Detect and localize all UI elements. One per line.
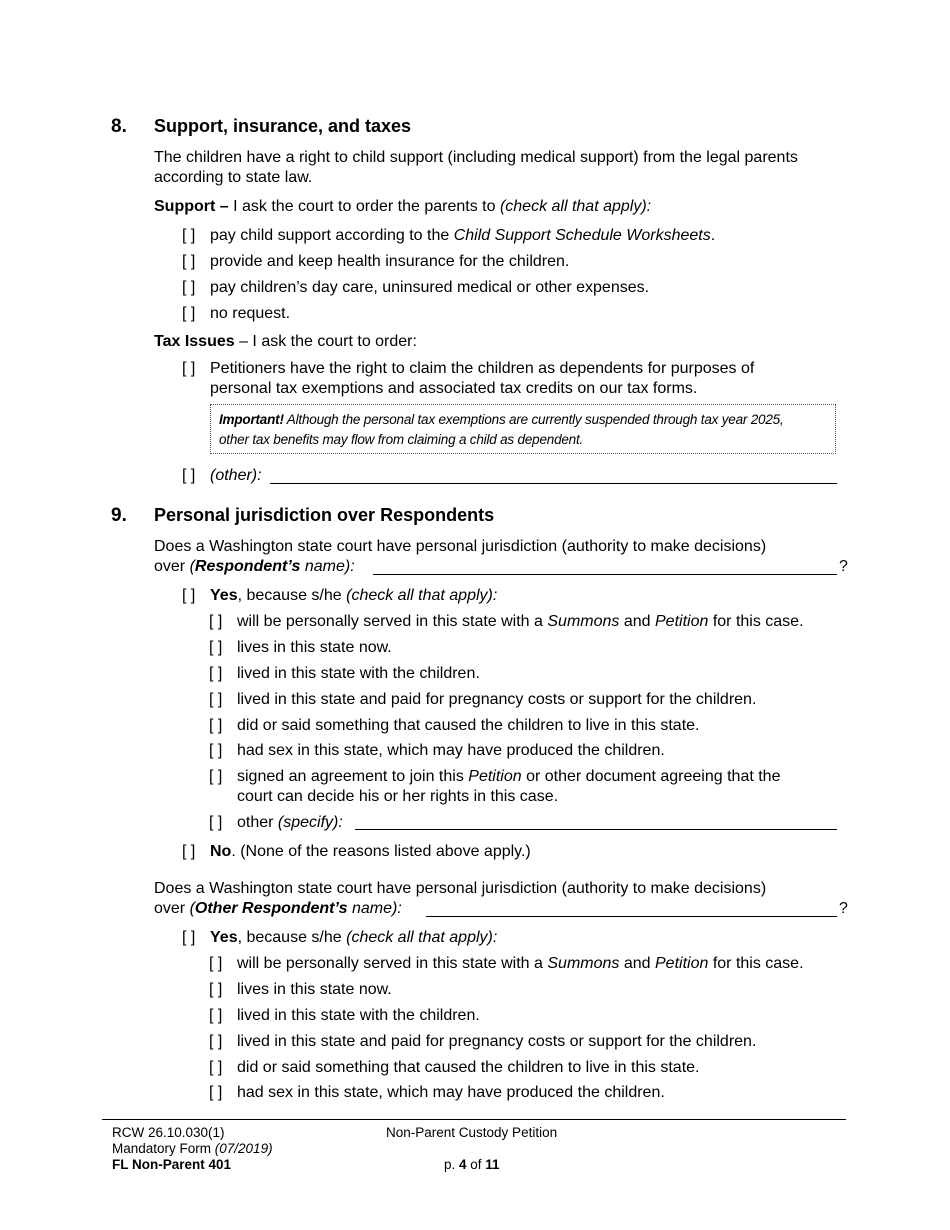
checkbox-q2-lived-with[interactable]: [ ] (209, 1007, 223, 1024)
q2-line2 (154, 899, 402, 919)
q1-paren: ( (189, 558, 195, 575)
q1-served-text: will be personally served in this state with a (237, 613, 548, 630)
q2-reason-caused: did or said something that caused the children to live in this state. (237, 1059, 700, 1076)
option-claim-dependents-line2: personal tax exemptions and associated tax credits on our tax forms. (210, 380, 698, 397)
q1-petition: Petition (655, 613, 709, 630)
q2-yes-label: Yes (210, 929, 238, 946)
q1-question-mark: ? (839, 558, 848, 575)
q2-name-label: name): (347, 900, 402, 917)
footer-page-prefix: p. (444, 1157, 460, 1172)
q2-petition: Petition (655, 955, 709, 972)
checkbox-q1-agreement[interactable]: [ ] (209, 768, 223, 785)
q1-reason-caused: did or said something that caused the children to live in this state. (237, 717, 700, 734)
important-label: Important! (219, 412, 284, 427)
q1-over: over (154, 558, 190, 575)
checkbox-no-request[interactable]: [ ] (182, 305, 196, 322)
q2-reason-lives: lives in this state now. (237, 981, 392, 998)
checkbox-health-insurance[interactable]: [ ] (182, 253, 196, 270)
q2-paren: ( (189, 900, 195, 917)
support-check-hint: (check all that apply): (499, 198, 652, 215)
q1-yes-line (210, 586, 497, 606)
q2-served-end: for this case. (708, 955, 804, 972)
worksheets-title: Child Support Schedule Worksheets (453, 227, 711, 244)
footer-page-total: 11 (485, 1157, 500, 1172)
checkbox-q2-yes[interactable]: [ ] (182, 929, 196, 946)
q2-and: and (619, 955, 655, 972)
section-8-intro-line1: The children have a right to child support (including medical support) from the legal parents (154, 149, 798, 166)
q2-reason-pregnancy: lived in this state and paid for pregnancy costs or support for the children. (237, 1033, 757, 1050)
q1-no-label: No (210, 843, 232, 860)
important-note-box (210, 404, 836, 454)
checkbox-q1-served[interactable]: [ ] (209, 613, 223, 630)
q1-no-text: . (None of the reasons listed above apply.) (231, 843, 531, 860)
support-request-line (154, 197, 651, 217)
section-8-number: 8. (111, 116, 127, 137)
q2-over: over (154, 900, 190, 917)
q1-reason-lives: lives in this state now. (237, 639, 392, 656)
q1-agreement-petition: Petition (468, 768, 522, 785)
tax-issues-line (154, 332, 417, 352)
checkbox-q2-lives[interactable]: [ ] (209, 981, 223, 998)
q1-reason-agreement (237, 767, 780, 787)
q2-line1: Does a Washington state court have personal jurisdiction (authority to make decisions) (154, 880, 767, 897)
checkbox-q1-caused[interactable]: [ ] (209, 717, 223, 734)
q1-reason-agreement-line2: court can decide his or her rights in this case. (237, 788, 559, 805)
q1-agreement-end: or other document agreeing that the (521, 768, 781, 785)
checkbox-q2-sex[interactable]: [ ] (209, 1084, 223, 1101)
q1-served-end: for this case. (708, 613, 804, 630)
checkbox-q2-caused[interactable]: [ ] (209, 1059, 223, 1076)
checkbox-q1-lived-with[interactable]: [ ] (209, 665, 223, 682)
q1-summons: Summons (547, 613, 620, 630)
q1-reason-other (237, 813, 343, 833)
support-text: I ask the court to order the parents to (228, 198, 500, 215)
footer-form-title: Non-Parent Custody Petition (386, 1125, 558, 1140)
checkbox-day-care[interactable]: [ ] (182, 279, 196, 296)
checkbox-q1-yes[interactable]: [ ] (182, 587, 196, 604)
q2-yes-hint: (check all that apply): (346, 929, 498, 946)
checkbox-q1-no[interactable]: [ ] (182, 843, 196, 860)
q1-yes-text: , because s/he (237, 587, 347, 604)
option-day-care: pay children’s day care, uninsured medical or other expenses. (210, 279, 650, 296)
tax-other-label: (other): (210, 467, 262, 484)
q1-agreement-text: signed an agreement to join this (237, 768, 469, 785)
q1-respondent-label: Respondent’s (194, 558, 301, 575)
q1-no-line (210, 842, 531, 862)
q1-yes-hint: (check all that apply): (346, 587, 498, 604)
footer-page-number (444, 1157, 500, 1173)
q2-reason-served (237, 954, 804, 974)
option-no-request: no request. (210, 305, 291, 322)
other-respondent-name-field[interactable] (426, 916, 837, 917)
option-child-support (210, 226, 715, 246)
important-line2: other tax benefits may flow from claiming a child as dependent. (219, 432, 584, 447)
q1-reason-served (237, 612, 804, 632)
q2-yes-text: , because s/he (237, 929, 347, 946)
checkbox-q2-served[interactable]: [ ] (209, 955, 223, 972)
tax-issues-label: Tax Issues (154, 333, 235, 350)
tax-other-field[interactable] (270, 483, 837, 484)
checkbox-q2-pregnancy[interactable]: [ ] (209, 1033, 223, 1050)
section-9-number: 9. (111, 505, 127, 526)
q2-reason-lived-with: lived in this state with the children. (237, 1007, 480, 1024)
checkbox-q1-pregnancy[interactable]: [ ] (209, 691, 223, 708)
q1-line2 (154, 557, 355, 577)
checkbox-q1-other[interactable]: [ ] (209, 814, 223, 831)
respondent-name-field[interactable] (373, 574, 837, 575)
option-claim-dependents-line1: Petitioners have the right to claim the children as dependents for purposes of (210, 360, 755, 377)
q1-and: and (619, 613, 655, 630)
option-child-support-text: pay child support according to the (210, 227, 454, 244)
q2-question-mark: ? (839, 900, 848, 917)
footer-divider (102, 1119, 846, 1120)
q2-served-text: will be personally served in this state with a (237, 955, 548, 972)
q2-summons: Summons (547, 955, 620, 972)
q2-yes-line (210, 928, 497, 948)
support-label: Support – (154, 198, 229, 215)
footer-page-current: 4 (459, 1157, 467, 1172)
option-health-insurance: provide and keep health insurance for the children. (210, 253, 570, 270)
section-8-title: Support, insurance, and taxes (154, 116, 412, 136)
footer-rcw: RCW 26.10.030(1) (112, 1125, 225, 1140)
section-9-title: Personal jurisdiction over Respondents (154, 505, 495, 525)
q2-respondent-label: Other Respondent’s (194, 900, 348, 917)
q1-yes-label: Yes (210, 587, 238, 604)
footer-mandatory-date: (07/2019) (214, 1141, 273, 1156)
q1-other-specify: (specify): (277, 814, 343, 831)
footer-form-id: FL Non-Parent 401 (112, 1157, 232, 1172)
checkbox-claim-dependents[interactable]: [ ] (182, 360, 196, 377)
q1-line1: Does a Washington state court have personal jurisdiction (authority to make decisions) (154, 538, 767, 555)
option-child-support-period: . (710, 227, 716, 244)
checkbox-q1-lives[interactable]: [ ] (209, 639, 223, 656)
checkbox-child-support[interactable]: [ ] (182, 227, 196, 244)
tax-issues-text: – I ask the court to order: (234, 333, 417, 350)
footer-mandatory (112, 1141, 273, 1157)
section-8-intro-line2: according to state law. (154, 169, 313, 186)
checkbox-tax-other[interactable]: [ ] (182, 467, 196, 484)
important-line1: Although the personal tax exemptions are currently suspended through tax year 2025, (283, 412, 784, 427)
q1-reason-lived-with: lived in this state with the children. (237, 665, 480, 682)
q1-other-text: other (237, 814, 278, 831)
q1-name-label: name): (300, 558, 355, 575)
q2-reason-sex: had sex in this state, which may have produced the children. (237, 1084, 665, 1101)
q1-other-field[interactable] (355, 829, 837, 830)
q1-reason-sex: had sex in this state, which may have produced the children. (237, 742, 665, 759)
footer-mandatory-text: Mandatory Form (112, 1141, 215, 1156)
footer-page-of: of (466, 1157, 486, 1172)
q1-reason-pregnancy: lived in this state and paid for pregnancy costs or support for the children. (237, 691, 757, 708)
checkbox-q1-sex[interactable]: [ ] (209, 742, 223, 759)
